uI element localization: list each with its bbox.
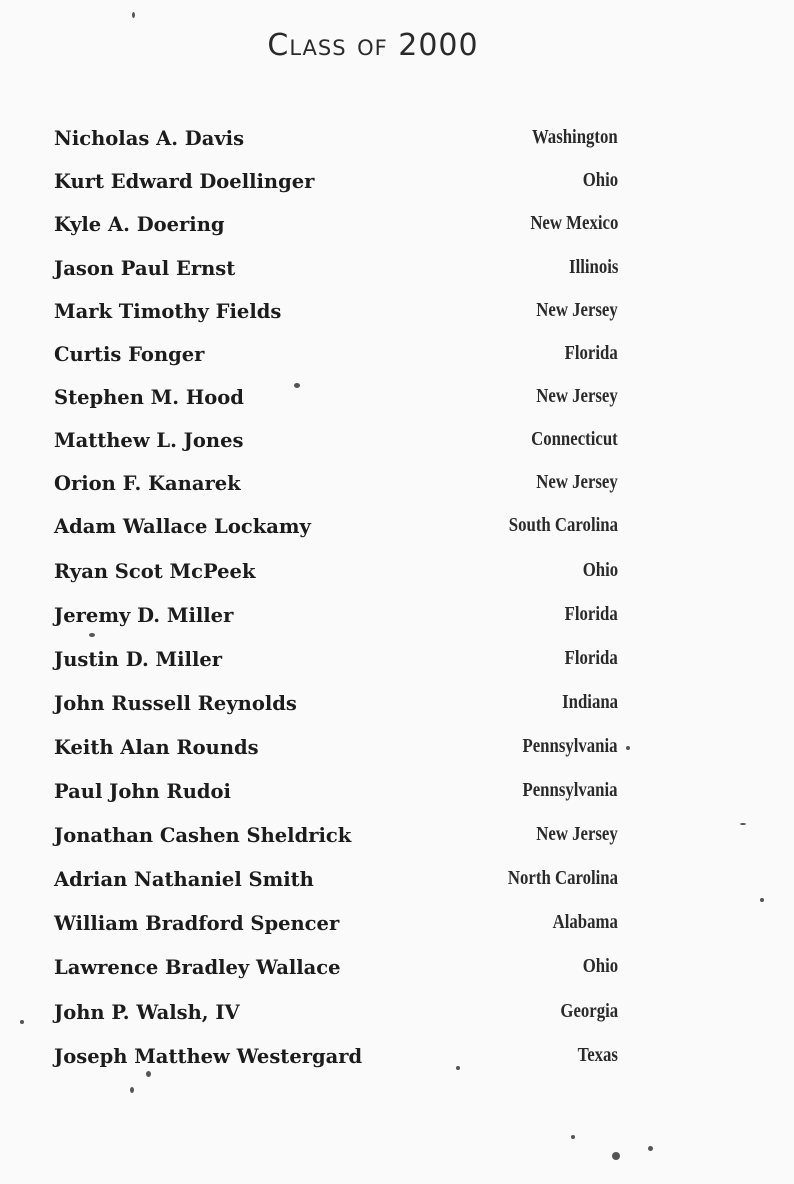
graduate-name: Adam Wallace Lockamy [54,515,311,538]
graduate-row [0,824,794,854]
scan-speck [571,1135,575,1139]
graduate-state: South Carolina [508,515,618,536]
scan-speck [760,898,764,902]
graduate-state: New Jersey [536,300,618,321]
graduate-state: New Jersey [536,824,618,845]
graduate-name: Jonathan Cashen Sheldrick [54,824,352,847]
graduate-row [0,604,794,634]
graduate-row [0,170,794,200]
graduate-name: Paul John Rudoi [54,780,231,803]
graduate-name: John Russell Reynolds [54,692,297,715]
graduate-row [0,736,794,766]
graduate-row [0,472,794,502]
graduate-row [0,429,794,459]
graduate-name: Curtis Fonger [54,343,205,366]
scan-speck [130,1087,134,1093]
graduate-row [0,1045,794,1075]
graduate-name: Lawrence Bradley Wallace [54,956,341,979]
graduate-state: Indiana [562,692,618,713]
graduate-name: Joseph Matthew Westergard [54,1045,363,1068]
graduate-state: Washington [532,127,618,148]
graduate-state: Illinois [568,257,618,278]
graduate-row [0,912,794,942]
graduate-row [0,300,794,330]
scan-speck [648,1146,653,1151]
scan-speck [612,1152,620,1160]
graduate-row [0,956,794,986]
graduate-name: Kyle A. Doering [54,213,225,236]
graduate-row [0,257,794,287]
scan-speck [626,746,630,750]
graduate-name: Jason Paul Ernst [54,257,236,280]
graduate-name: Justin D. Miller [54,648,223,671]
graduate-name: Keith Alan Rounds [54,736,259,759]
graduate-name: Mark Timothy Fields [54,300,282,323]
graduate-state: Florida [564,604,618,625]
graduate-state: Alabama [552,912,618,933]
graduate-state: New Mexico [529,213,618,234]
graduate-name: Stephen M. Hood [54,386,244,409]
graduate-name: Adrian Nathaniel Smith [54,868,314,891]
graduate-state: Ohio [582,170,618,191]
graduate-row [0,515,794,545]
graduate-row [0,868,794,898]
graduate-state: New Jersey [536,386,618,407]
graduate-state: Pennsylvania [522,780,618,801]
graduate-name: Nicholas A. Davis [54,127,245,150]
graduate-row [0,780,794,810]
scan-speck [740,823,746,825]
graduate-name: Orion F. Kanarek [54,472,241,495]
graduate-name: John P. Walsh, IV [54,1001,240,1024]
graduate-state: Georgia [560,1001,618,1022]
graduate-row [0,343,794,373]
graduate-state: North Carolina [507,868,618,889]
graduate-name: Ryan Scot McPeek [54,560,256,583]
scan-speck [20,1020,24,1024]
graduate-state: Ohio [582,560,618,581]
graduate-name: Matthew L. Jones [54,429,244,452]
graduate-row [0,1001,794,1031]
graduate-row [0,213,794,243]
scan-speck [132,12,135,18]
scan-speck [146,1071,151,1077]
graduate-state: Texas [577,1045,618,1066]
graduate-name: Jeremy D. Miller [54,604,234,627]
graduate-state: Connecticut [531,429,618,450]
graduate-name: Kurt Edward Doellinger [54,170,315,193]
graduate-name: William Bradford Spencer [54,912,340,935]
graduate-row [0,692,794,722]
page-title: Class of 2000 [267,28,479,63]
scan-speck [294,383,300,388]
scan-speck [89,633,95,637]
graduate-state: New Jersey [536,472,618,493]
graduate-state: Florida [564,343,618,364]
graduate-row [0,386,794,416]
graduate-state: Pennsylvania [522,736,618,757]
graduate-row [0,127,794,157]
graduate-row [0,560,794,590]
graduate-row [0,648,794,678]
graduate-state: Florida [564,648,618,669]
scan-speck [456,1066,460,1070]
graduate-state: Ohio [582,956,618,977]
